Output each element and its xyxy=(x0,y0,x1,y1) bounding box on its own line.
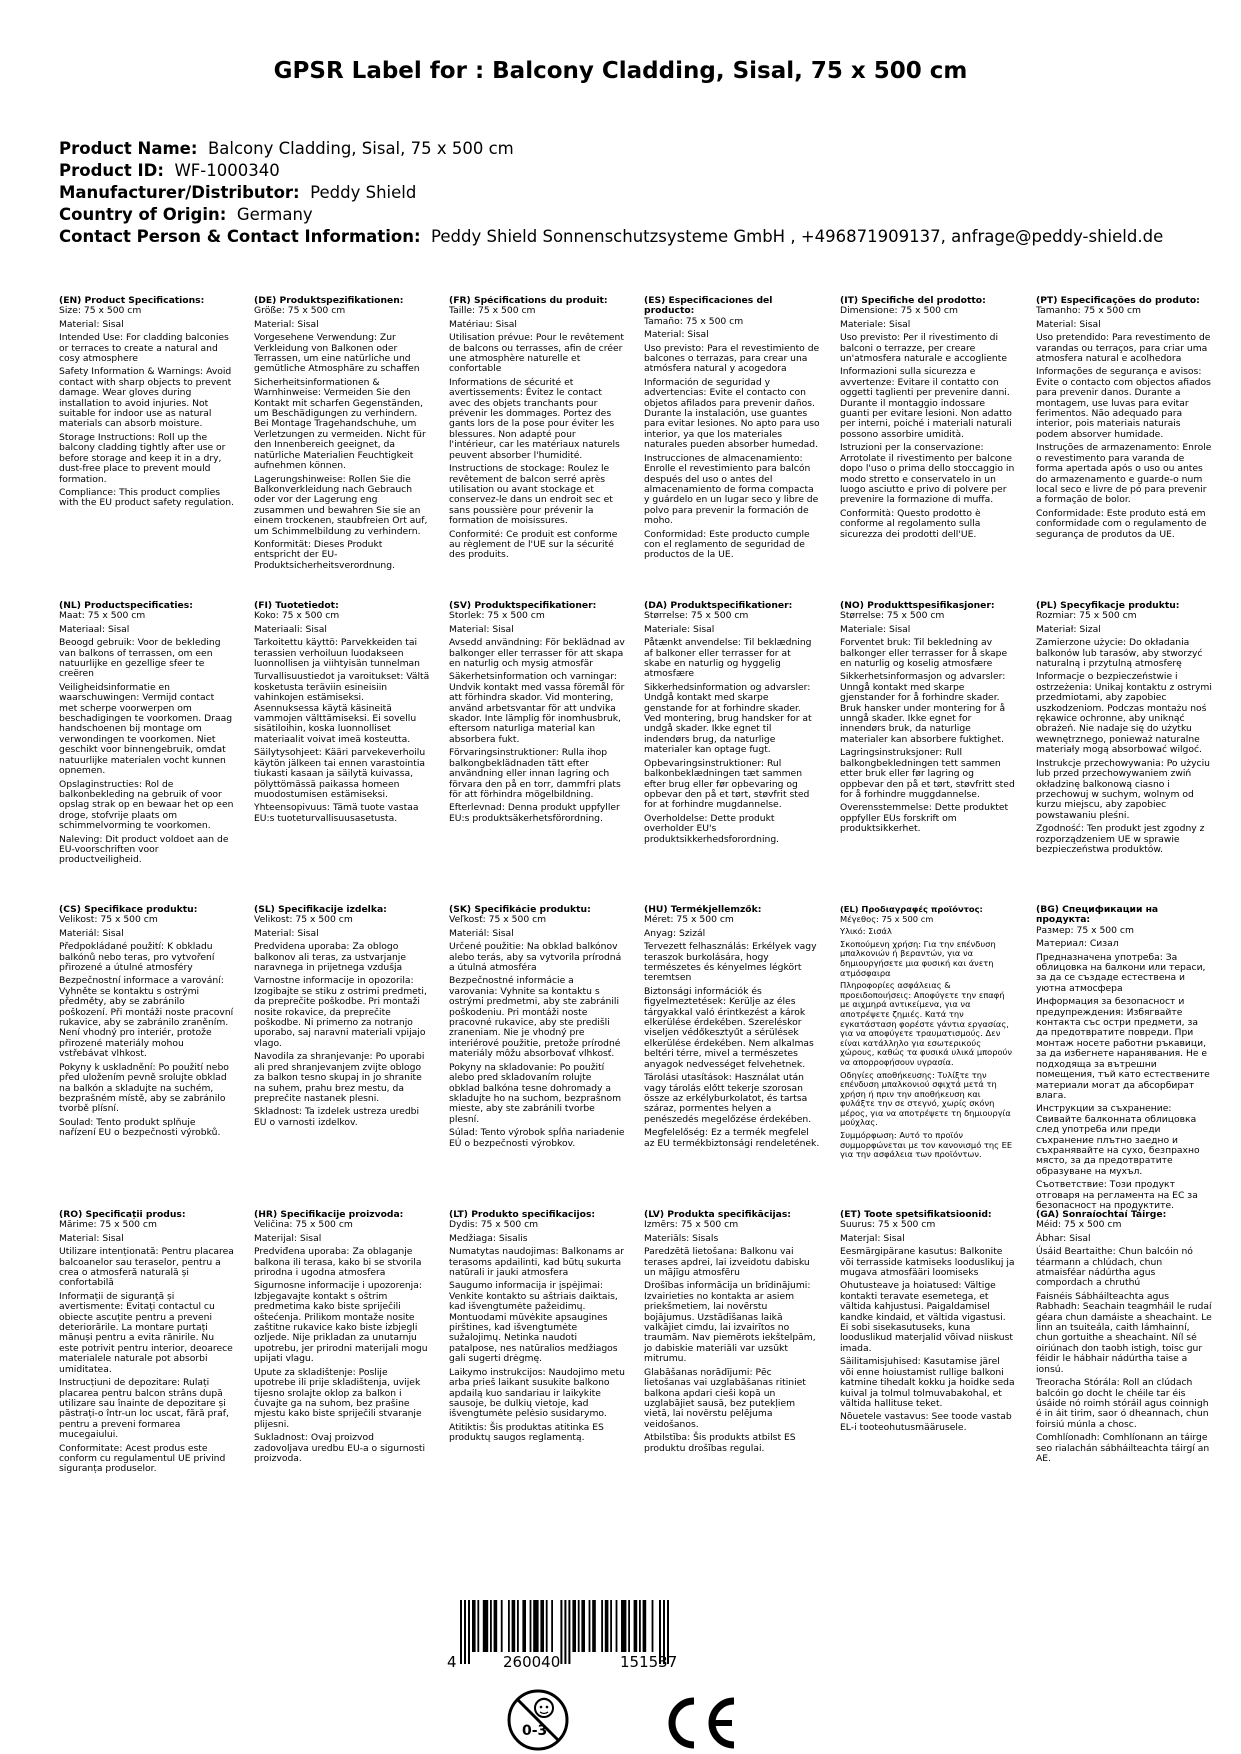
barcode-bar xyxy=(610,1600,612,1652)
spec-line: Určené použitie: Na obklad balkónov alebo terás, aby sa vytvorila prírodná a útulná atmosféra xyxy=(449,941,622,974)
barcode-bar xyxy=(494,1600,498,1652)
spec-line: Anyag: Szizál xyxy=(644,927,706,939)
spec-heading: (NO) Produkttspesifikasjoner: xyxy=(840,601,995,611)
spec-line: Úsáid Beartaithe: Chun balcóin nó téarmann a chlúdach, chun atmaisféar nádúrtha agus compordach a chruthú xyxy=(1036,1246,1193,1289)
spec-heading: (BG) Спецификации на продукта: xyxy=(1036,905,1159,926)
spec-line: Zamierzone użycie: Do okładania balkonów lub tarasów, aby stworzyć naturalną i przytulną atmosferę xyxy=(1036,637,1203,670)
barcode-bar xyxy=(551,1600,553,1652)
spec-line: Predvidena uporaba: Za oblogo balkonov ali teras, za ustvarjanje naravnega in prijetnega vzdušja xyxy=(254,941,407,974)
spec-heading: (NL) Productspecificaties: xyxy=(59,601,193,611)
country-label: Country of Origin: xyxy=(59,205,227,224)
spec-line: Размер: 75 x 500 cm xyxy=(1036,924,1134,936)
spec-heading: (FR) Spécifications du produit: xyxy=(449,296,608,306)
spec-line: Safety Information & Warnings: Avoid contact with sharp objects to prevent damage. Wear gloves during installation to avoid injuries. Not suitable for indoor use as natural materials can absorb moisture. xyxy=(59,366,232,430)
spec-heading: (SV) Produktspecifikationer: xyxy=(449,601,597,611)
ce-mark-icon xyxy=(660,1695,740,1751)
spec-line: Materiál: Sisal xyxy=(449,927,514,939)
spec-line: Paredzētā lietošana: Balkonu vai terases apdrei, lai izveidotu dabisku un mājīgu atmosfēru xyxy=(644,1246,810,1279)
spec-line: Varnostne informacije in opozorila: Izogibajte se stiku z ostrimi predmeti, da preprečite poškodbe. Pri montaži nosite rokavice, da preprečite poškodbe. Ni primerno za notranjo uporabo, saj naravni materiali vpijajo vlago. xyxy=(254,975,427,1049)
country-row xyxy=(59,204,1219,226)
barcode-bar xyxy=(589,1600,591,1652)
spec-heading: (PL) Specyfikacje produktu: xyxy=(1036,601,1180,611)
spec-line: Størrelse: 75 x 500 cm xyxy=(644,610,749,622)
spec-line: Numatytas naudojimas: Balkonams ar terasoms apdailinti, kad būtų sukurta natūrali ir jauki atmosfera xyxy=(449,1246,625,1279)
spec-line: Skladnost: Ta izdelek ustreza uredbi EU o varnosti izdelkov. xyxy=(254,1106,420,1128)
barcode-guard-bar xyxy=(464,1600,466,1664)
spec-line: Nõuetele vastavus: See toode vastab EL-i tooteohutusmäärusele. xyxy=(840,1411,1012,1433)
spec-line: Πληροφορίες ασφάλειας & προειδοποιήσεις: Αποφύγετε την επαφή με αιχμηρά αντικείμενα, για να αποτρέψετε ζημιές. Κατά την εγκατάσταση φορέστε γάντια εργασίας, για να αποφύγετε τραυματισμούς. Δεν είναι κατάλληλο για εσωτερικούς χώρους, καθώς τα φυσικά υλικά μπορούν να απορροφήσουν υγρασία. xyxy=(840,980,1012,1067)
spec-line: Lagerungshinweise: Rollen Sie die Balkonverkleidung nach Gebrauch oder vor der Lagerung eng zusammen und bewahren Sie sie an einem trockenen, staubfreien Ort auf, um Schimmelbildung zu verhindern. xyxy=(254,473,428,537)
spec-line: Overensstemmelse: Dette produktet oppfyller EUs forskrift om produktsikkerhet. xyxy=(840,802,1009,835)
spec-heading: (EL) Προδιαγραφές προϊόντος: xyxy=(840,905,983,914)
barcode-bar xyxy=(639,1600,641,1652)
product-id-value: WF-1000340 xyxy=(174,161,280,180)
spec-block xyxy=(1036,296,1212,540)
barcode-bar xyxy=(540,1600,544,1652)
spec-heading: (PT) Especificações do produto: xyxy=(1036,296,1200,306)
spec-line: Lagringsinstruksjoner: Rull balkongbekledningen tett sammen etter bruk eller før lagring og oppbevar den på et tørt, støvfritt sted for å forhindre muggdannelse. xyxy=(840,747,1015,800)
spec-heading: (IT) Specifiche del prodotto: xyxy=(840,296,986,306)
spec-line: Tamaño: 75 x 500 cm xyxy=(644,315,744,327)
spec-line: Súlad: Tento výrobok spĺňa nariadenie EÚ o bezpečnosti výrobkov. xyxy=(449,1127,625,1149)
spec-line: Avsedd användning: För beklädnad av balkonger eller terrasser för att skapa en naturlig och mysig atmosfär xyxy=(449,637,625,670)
spec-line: Materiāls: Sisals xyxy=(644,1232,719,1244)
spec-line: Laikymo instrukcijos: Naudojimo metu arba prieš laikant susukite balkono apdailą kuo sandariau ir laikykite sausoje, be dulkių vietoje, kad išvengtumėte pelėsio susidarymo. xyxy=(449,1366,625,1420)
spec-line: Tervezett felhasználás: Erkélyek vagy teraszok burkolására, hogy természetes és kényelmes légkört teremtsen xyxy=(644,941,817,984)
spec-line: Turvallisuustiedot ja varoitukset: Vältä kosketusta teräviin esineisiin vahinkojen estämiseksi. Asennuksessa käytä käsineitä vammojen välttämiseksi. Ei sovellu sisätiloihin, koska luonnolliset materiaalit voivat imeä kosteutta. xyxy=(254,671,430,745)
spec-block xyxy=(1036,905,1212,1211)
contact-value: Peddy Shield Sonnenschutzsysteme GmbH , +496871909137, anfrage@peddy-shield.de xyxy=(431,227,1164,246)
manufacturer-value: Peddy Shield xyxy=(310,183,417,202)
spec-line: Yhteensopivuus: Tämä tuote vastaa EU:s tuoteturvallisuusasetusta. xyxy=(254,802,419,824)
spec-line: Uso previsto: Per il rivestimento di balconi o terrazze, per creare un'atmosfera naturale e accogliente xyxy=(840,332,1007,365)
spec-block xyxy=(840,1210,1016,1433)
spec-line: Upute za skladištenje: Poslije upotrebe ili prije skladištenja, uvijek tijesno srolajte oklop za balkon i čuvajte ga na suhom, bez prašine mjestu kako biste spriječili stvaranje plijesni. xyxy=(254,1366,422,1430)
manufacturer-row xyxy=(59,182,1219,204)
spec-line: Material: Sisal xyxy=(1036,318,1101,330)
spec-block xyxy=(59,601,235,866)
spec-heading: (SK) Špecifikácie produktu: xyxy=(449,905,591,915)
spec-line: Sigurnosne informacije i upozorenja: Izbjegavajte kontakt s oštrim predmetima kako biste spriječili oštećenja. Prilikom montaže nosite zaštitne rukavice kako biste izbjegli ozljede. Nije prikladan za unutarnju upotrebu, jer prirodni materijali mogu upijati vlagu. xyxy=(254,1280,428,1365)
spec-line: Veiligheidsinformatie en waarschuwingen: Vermijd contact met scherpe voorwerpen om beschadigingen te voorkomen. Draag handschoenen bij montage om verwondingen te voorkomen. Niet geschikt voor binnengebruik, omdat natuurlijke materialen vocht kunnen opnemen. xyxy=(59,681,233,777)
spec-line: Glabāšanas norādījumi: Pēc lietošanas vai uzglabāšanas ritiniet balkona apdari cieši kopā un uzglabājiet sausā, bez putekļiem vietā, lai novērstu pelējuma veidošanos. xyxy=(644,1366,806,1430)
spec-block xyxy=(254,905,430,1128)
spec-line: Bezpečnostní informace a varování: Vyhněte se kontaktu s ostrými předměty, aby se zabránilo poškození. Při montáži noste pracovní rukavice, aby se zabránilo zraněním. Není vhodný pro interiér, protože přirozené materiály mohou vstřebávat vlhkost. xyxy=(59,975,234,1060)
spec-line: Säkerhetsinformation och varningar: Undvik kontakt med vassa föremål för att förhindra skador. Vid montering, använd arbetsvantar för att undvika skador. Inte lämplig för inomhusbruk, eftersom naturliga material kan absorbera fukt. xyxy=(449,671,625,745)
barcode-bar xyxy=(512,1600,516,1652)
spec-line: Materiał: Sizal xyxy=(1036,623,1101,635)
spec-line: Οδηγίες αποθήκευσης: Τυλίξτε την επένδυση μπαλκονιού σφιχτά μετά τη χρήση ή πριν την αποθήκευση και φυλάξτε την σε στεγνό, χωρίς σκόνη μέρος, για να αποτρέψετε τη δημιουργία μούχλας. xyxy=(840,1069,1011,1128)
spec-line: Izmērs: 75 x 500 cm xyxy=(644,1219,739,1231)
spec-line: Materiaali: Sisal xyxy=(254,623,327,635)
spec-heading: (LV) Produkta specifikācijas: xyxy=(644,1210,791,1220)
spec-block xyxy=(840,296,1016,540)
spec-line: Uso pretendido: Para revestimento de varandas ou terraços, para criar uma atmosfera natural e acolhedora xyxy=(1036,332,1211,365)
spec-line: Compliance: This product complies with the EU product safety regulation. xyxy=(59,486,234,509)
spec-line: Größe: 75 x 500 cm xyxy=(254,305,346,317)
spec-line: Koko: 75 x 500 cm xyxy=(254,610,340,622)
spec-heading: (RO) Specificații produs: xyxy=(59,1210,186,1220)
spec-line: Biztonsági információk és figyelmeztetések: Kerülje az éles tárgyakkal való érintkezést a károk elkerülése érdekében. Szereléskor viseljen védőkesztyűt a sérülések elkerülése érdekében. Nem alkalmas beltéri térre, mivel a természetes anyagok nedvességet felvehetnek. xyxy=(644,985,814,1070)
spec-line: Opslaginstructies: Rol de balkonbekleding na gebruik of voor opslag strak op en bewaar het op een droge, stofvrije plaats om schimmelvorming te voorkomen. xyxy=(59,778,234,832)
barcode-bar xyxy=(616,1600,618,1652)
spec-line: Konformität: Dieses Produkt entspricht der EU-Produktsicherheitsverordnung. xyxy=(254,538,396,571)
spec-line: Material: Sisal xyxy=(644,329,709,341)
product-name-row xyxy=(59,138,1219,160)
spec-heading: (ES) Especificaciones del producto: xyxy=(644,296,773,317)
barcode-bar xyxy=(477,1600,479,1652)
barcode-bar xyxy=(501,1600,503,1652)
spec-line: Medžiaga: Sisalis xyxy=(449,1232,528,1244)
spec-line: Материал: Сизал xyxy=(1036,938,1119,950)
spec-line: Pokyny na skladovanie: Po použití alebo pred skladovaním rolujte obklad balkóna tesne dohromady a skladujte ho na suchom, bezprašnom mieste, aby ste zabránili tvorbe plesní. xyxy=(449,1061,622,1125)
spec-line: Suurus: 75 x 500 cm xyxy=(840,1219,936,1231)
spec-block xyxy=(254,1210,430,1464)
contact-label: Contact Person & Contact Information: xyxy=(59,227,421,246)
spec-line: Υλικό: Σισάλ xyxy=(840,926,892,937)
barcode-bar xyxy=(533,1600,538,1652)
spec-line: Instrucciones de almacenamiento: Enrolle el revestimiento para balcón después del uso o antes del almacenamiento de forma compacta y guárdelo en un lugar seco y libre de polvo para prevenir la formación de moho. xyxy=(644,452,819,527)
manufacturer-label: Manufacturer/Distributor: xyxy=(59,183,300,202)
spec-line: Conformitate: Acest produs este conform cu regulamentul UE privind siguranța produselor. xyxy=(59,1442,226,1475)
spec-line: Intended Use: For cladding balconies or terraces to create a natural and cosy atmosphere xyxy=(59,332,229,365)
spec-heading: (HU) Termékjellemzők: xyxy=(644,905,762,915)
spec-line: Beoogd gebruik: Voor de bekleding van balkons of terrassen, om een natuurlijke en gezellige sfeer te creëren xyxy=(59,637,221,680)
barcode-bar xyxy=(530,1600,532,1652)
barcode-bar xyxy=(581,1600,585,1652)
barcode-digit-prefix: 4 xyxy=(447,1653,457,1671)
barcode-bar xyxy=(508,1600,510,1652)
spec-line: Megfelelőség: Ez a termék megfelel az EU termékbiztonsági rendeletének. xyxy=(644,1127,820,1149)
spec-line: Predviđena uporaba: Za oblaganje balkona ili terasa, kako bi se stvorila prirodna i ugodna atmosfera xyxy=(254,1246,422,1279)
spec-line: Soulad: Tento produkt splňuje nařízení EU o bezpečnosti výrobků. xyxy=(59,1116,221,1139)
spec-line: Naleving: Dit product voldoet aan de EU-voorschriften voor productveiligheid. xyxy=(59,833,229,866)
spec-line: Förvaringsinstruktioner: Rulla ihop balkongbeklädnaden tätt efter användning eller innan lagring och förvara den på en torr, dammfri plats för att förhindra mögelbildning. xyxy=(449,747,621,800)
spec-line: Bezpečnostné informácie a varovania: Vyhnite sa kontaktu s ostrými predmetmi, aby ste zabránili poškodeniu. Pri montáži noste pracovné rukavice, aby ste predišli zraneniam. Nie je vhodný pre interiérové použitie, pretože prírodné materiály môžu absorbovať vlhkosť. xyxy=(449,975,621,1060)
barcode-bar xyxy=(601,1600,603,1652)
spec-block xyxy=(644,296,820,561)
barcode-guard-bar xyxy=(564,1600,566,1664)
spec-heading: (EN) Product Specifications: xyxy=(59,296,205,306)
barcode-digit-left: 260040 xyxy=(503,1653,561,1671)
barcode-bar xyxy=(572,1600,576,1652)
spec-block xyxy=(254,296,430,571)
spec-line: Sikkerhedsinformation og advarsler: Undgå kontakt med skarpe genstande for at forhindre skader. Ved montering, brug handsker for at undgå skader. Ikke egnet til indendørs brug, da naturlige materialer kan optage fugt. xyxy=(644,681,812,756)
spec-block xyxy=(644,1210,820,1454)
spec-line: Size: 75 x 500 cm xyxy=(59,305,142,317)
barcode-bar xyxy=(643,1600,647,1652)
spec-line: Størrelse: 75 x 500 cm xyxy=(840,610,945,622)
spec-line: Materijal: Sisal xyxy=(254,1232,322,1244)
spec-line: Atbilstība: Šis produkts atbilst ES produktu drošības regulai. xyxy=(644,1432,796,1454)
spec-line: Съответствие: Този продукт отговаря на регламента на ЕС за безопасност на продуктите. xyxy=(1036,1179,1198,1211)
spec-line: Storage Instructions: Roll up the balcony cladding tightly after use or before storage and keep it in a dry, dust-free place to prevent mould formation. xyxy=(59,431,226,485)
spec-line: Uso previsto: Para el revestimiento de balcones o terrazas, para crear una atmósfera natural y acogedora xyxy=(644,342,820,375)
spec-line: Materiale: Sisal xyxy=(840,623,911,635)
spec-heading: (FI) Tuotetiedot: xyxy=(254,601,339,611)
product-id-row xyxy=(59,160,1219,182)
spec-line: Istruzioni per la conservazione: Arrotolate il rivestimento per balcone dopo l'uso o prima dello stoccaggio in modo stretto e conservatelo in un luogo asciutto e privo di polvere per prevenire la formazione di muffa. xyxy=(840,442,1015,506)
spec-line: Navodila za shranjevanje: Po uporabi ali pred shranjevanjem zvijte oblogo za balkon tesno skupaj in jo shranite na suhem, prahu brez mestu, da preprečite nastanek plesni. xyxy=(254,1051,425,1104)
spec-block xyxy=(449,1210,625,1444)
spec-line: Sikkerhetsinformasjon og advarsler: Unngå kontakt med skarpe gjenstander for å forhindre skader. Bruk hansker under montering for å unngå skader. Ikke egnet for innendørs bruk, da naturlige materialer kan absorbere fuktighet. xyxy=(840,671,1006,745)
spec-line: Dydis: 75 x 500 cm xyxy=(449,1219,539,1231)
barcode-bar xyxy=(522,1600,526,1652)
spec-line: Instruções de armazenamento: Enrole o revestimento para varanda de forma apertada após o uso ou antes do armazenamento e guarde-o num local seco e livre de pó para prevenir a formação de bolor. xyxy=(1036,442,1212,506)
spec-line: Rozmiar: 75 x 500 cm xyxy=(1036,610,1137,622)
spec-line: Informații de siguranță și avertismente: Evitați contactul cu obiecte ascuțite pentru a preveni deteriorările. La montare purtați mănuși pentru a evita rănirile. Nu este potrivit pentru interior, deoarece materialele naturale pot absorbi umiditatea. xyxy=(59,1290,233,1375)
spec-line: Instructions de stockage: Roulez le revêtement de balcon serré après utilisation ou avant stockage et conservez-le dans un endroit sec et sans poussière pour prévenir la formation de moisissures. xyxy=(449,463,613,527)
spec-line: Material: Sisal xyxy=(254,927,319,939)
spec-block xyxy=(644,601,820,845)
spec-line: Tarkoitettu käyttö: Parvekkeiden tai terassien verhoiluun luodakseen luonnollisen ja viihtyisän tunnelman xyxy=(254,637,421,670)
spec-line: Utilizare intenționată: Pentru placarea balcoanelor sau teraselor, pentru a crea o atmosferă naturală și confortabilă xyxy=(59,1246,234,1289)
spec-block xyxy=(840,905,1016,1160)
spec-line: Vorgesehene Verwendung: Zur Verkleidung von Balkonen oder Terrassen, um eine natürliche und gemütliche Atmosphäre zu schaffen xyxy=(254,332,420,375)
spec-block xyxy=(449,296,625,561)
spec-line: Material: Sisal xyxy=(59,1232,124,1244)
spec-heading: (GA) Sonraíochtaí Táirge: xyxy=(1036,1210,1167,1220)
spec-line: Dimensione: 75 x 500 cm xyxy=(840,305,958,317)
spec-block xyxy=(59,905,235,1139)
spec-line: Předpokládané použití: K obkladu balkónů nebo teras, pro vytvoření přirozené a útulné atmosféry xyxy=(59,941,215,974)
spec-line: Méret: 75 x 500 cm xyxy=(644,914,734,926)
product-name-label: Product Name: xyxy=(59,139,198,158)
barcode-guard-bar xyxy=(568,1600,570,1664)
spec-line: Informações de segurança e avisos: Evite o contacto com objectos afiados para prevenir danos. Durante a montagem, use luvas para evitar ferimentos. Não adequado para interior, pois materiais naturais podem absorver humidade. xyxy=(1036,366,1211,440)
svg-text:0-3: 0-3 xyxy=(522,1723,548,1739)
spec-heading: (SL) Specifikacije izdelka: xyxy=(254,905,387,915)
spec-line: Предназначена употреба: За облицовка на балкони или тераси, за да се създаде естествена и уютна атмосфера xyxy=(1036,951,1206,994)
spec-line: Faisnéis Sábháilteachta agus Rabhadh: Seachain teagmháil le rudaí géara chun damáiste a sheachaint. Le linn an tsuiteála, caith lámhainní, chun gortuithe a sheachaint. Níl sé oiriúnach don taobh istigh, toisc gur féidir le hábhair nádúrtha taise a ionsú. xyxy=(1036,1290,1212,1375)
product-name-value: Balcony Cladding, Sisal, 75 x 500 cm xyxy=(207,139,514,158)
spec-line: Veľkosť: 75 x 500 cm xyxy=(449,914,547,926)
barcode-bar xyxy=(490,1600,492,1652)
country-value: Germany xyxy=(236,205,313,224)
spec-block xyxy=(449,905,625,1149)
spec-heading: (DA) Produktspecifikationer: xyxy=(644,601,793,611)
spec-block xyxy=(59,296,235,509)
spec-line: Pokyny k uskladnění: Po použití nebo před uložením pevně srolujte obklad na balkón a skladujte na suchém, bezprašném místě, aby se zabránilo tvorbě plísní. xyxy=(59,1061,229,1115)
barcode-bar xyxy=(483,1600,488,1652)
spec-line: Tárolási utasítások: Használat után vagy tárolás előtt tekerje szorosan össze az erkélyburkolatot, és tartsa száraz, pormentes helyen a penészedés megelőzése érdekében. xyxy=(644,1072,812,1125)
spec-line: Veličina: 75 x 500 cm xyxy=(254,1219,353,1231)
spec-line: Overholdelse: Dette produkt overholder EU's produktsikkerhedsforordning. xyxy=(644,812,780,845)
spec-line: Информация за безопасност и предупреждения: Избягвайте контакта със остри предмети, за да предотвратите повреди. При монтаж носете работни ръкавици, за да избегнете наранявания. Не е подходяща за вътрешни помещения, тъй като естествените материали могат да абсорбират влага. xyxy=(1036,996,1210,1101)
spec-line: Conformité: Ce produit est conforme au règlement de l'UE sur la sécurité des produits. xyxy=(449,528,618,561)
spec-heading: (LT) Produkto specifikacijos: xyxy=(449,1210,596,1220)
spec-line: Treoracha Stórála: Roll an clúdach balcóin go docht le chéile tar éis úsáide nó roimh stóráil agus coinnigh é in áit tirim, saor ó dheannach, chun foirsiú múnla a chosc. xyxy=(1036,1377,1209,1430)
age-0-3-warning-icon xyxy=(502,1688,574,1752)
barcode xyxy=(440,1598,740,1698)
spec-line: Informazioni sulla sicurezza e avvertenze: Evitare il contatto con oggetti taglienti per prevenire danni. Durante il montaggio indossare guanti per evitare lesioni. Non adatto per interni, poiché i materiali naturali possono assorbire umidità. xyxy=(840,366,1012,440)
spec-line: Saugumo informacija ir įspėjimai: Venkite kontakto su aštriais daiktais, kad išvengtumėte pažeidimų. Montuodami mūvėkite apsaugines pirštines, kad išvengtumėte sužalojimų. Netinka naudoti patalpose, nes natūralios medžiagos gali sugerti drėgmę. xyxy=(449,1280,618,1365)
spec-line: Ohutusteave ja hoiatused: Vältige kontakti teravate esemetega, et vältida kahjustusi. Paigaldamisel kandke kindaid, et vältida vigastusi. Ei sobi sisekasutuseks, kuna looduslikud materjalid võivad niiskust imada. xyxy=(840,1280,1014,1354)
spec-line: Materiál: Sisal xyxy=(59,927,124,939)
barcode-guard-bar xyxy=(460,1600,462,1664)
spec-line: Συμμόρφωση: Αυτό το προϊόν συμμορφώνεται με τον κανονισμό της ΕΕ για την ασφάλεια των προϊόντων. xyxy=(840,1130,1013,1160)
spec-line: Säilitamisjuhised: Kasutamise järel või enne hoiustamist rullige balkoni katmine tihedalt kokku ja hoidke seda kuival ja tolmul tolmuvabakohal, et vältida hallituse teket. xyxy=(840,1356,1015,1409)
spec-line: Utilisation prévue: Pour le revêtement de balcons ou terrasses, afin de créer une atmosphère naturelle et confortable xyxy=(449,332,624,375)
spec-line: Drošības informācija un brīdinājumi: Izvairieties no kontakta ar asiem priekšmetiem, lai novērstu bojājumus. Uzstādīšanas laikā valkājiet cimdu, lai izvairītos no traumām. Nav piemērots iekštelpām, jo dabiskie materiāli var uzsūkt mitrumu. xyxy=(644,1280,816,1365)
barcode-bar xyxy=(605,1600,609,1652)
barcode-bar xyxy=(592,1600,596,1652)
barcode-bar xyxy=(634,1600,638,1652)
spec-line: Velikost: 75 x 500 cm xyxy=(254,914,353,926)
spec-line: Taille: 75 x 500 cm xyxy=(449,305,536,317)
spec-line: Conformidad: Este producto cumple con el reglamento de seguridad de productos de la UE. xyxy=(644,528,810,561)
spec-line: Sukladnost: Ovaj proizvod zadovoljava uredbu EU-a o sigurnosti proizvoda. xyxy=(254,1432,426,1464)
spec-line: Eesmärgipärane kasutus: Balkonite või terrasside katmiseks looduslikuj ja mugava atmosfääri loomiseks xyxy=(840,1246,1015,1279)
spec-line: Forventet bruk: Til bekledning av balkonger eller terrasser for å skape en naturlig og koselig atmosfære xyxy=(840,637,1008,670)
spec-block xyxy=(644,905,820,1149)
barcode-guard-bar xyxy=(560,1600,562,1664)
spec-line: Ábhar: Sisal xyxy=(1036,1232,1091,1244)
barcode-guard-bar xyxy=(468,1600,470,1664)
spec-line: Инструкции за съхранение: Свивайте балконната облицовка след употреба или преди съхранение плътно заедно и съхранявайте на сухо, безпрахно място, за да предотвратите образуване на мухъл. xyxy=(1036,1103,1200,1177)
barcode-bar xyxy=(546,1600,548,1652)
spec-line: Sicherheitsinformationen & Warnhinweise: Vermeiden Sie den Kontakt mit scharfen Gegenständen, um Beschädigungen zu verhindern. Bei Montage Tragehandschuhe, um Verletzungen zu vermeiden. Nicht für den Innenbereich geeignet, da natürliche Materialien Feuchtigkeit aufnehmen können. xyxy=(254,376,426,472)
spec-block xyxy=(254,601,430,824)
spec-line: Información de seguridad y advertencias: Evite el contacto con objetos afilados para prevenir daños. Durante la instalación, use guantes para evitar lesiones. No apto para uso interior, ya que los materiales naturales pueden absorber humedad. xyxy=(644,376,820,451)
spec-line: Materiale: Sisal xyxy=(840,318,911,330)
spec-line: Material: Sisal xyxy=(449,623,514,635)
spec-line: Material: Sisal xyxy=(254,318,319,330)
spec-line: Påtænkt anvendelse: Til beklædning af balkoner eller terrasser for at skabe en naturlig og hyggelig atmosfære xyxy=(644,637,812,680)
barcode-bar xyxy=(652,1600,654,1652)
barcode-bar xyxy=(472,1600,476,1652)
barcode-bar xyxy=(621,1600,626,1652)
spec-line: Atitiktis: Šis produktas atitinka ES produktų saugos reglamentą. xyxy=(449,1421,604,1444)
page-title: GPSR Label for : Balcony Cladding, Sisal, 75 x 500 cm xyxy=(273,58,968,84)
product-id-label: Product ID: xyxy=(59,161,164,180)
spec-line: Materiale: Sisal xyxy=(644,623,715,635)
spec-block xyxy=(1036,1210,1212,1464)
spec-block xyxy=(840,601,1016,835)
spec-line: Instrukcje przechowywania: Po użyciu lub przed przechowywaniem zwiń okładzinę balkonową ciasno i przechowuj w suchym, wolnym od kurzu miejscu, aby zapobiec powstawaniu pleśni. xyxy=(1036,757,1210,821)
spec-line: Tamanho: 75 x 500 cm xyxy=(1036,305,1142,317)
barcode-digit-right: 151537 xyxy=(620,1653,678,1671)
spec-heading: (ET) Toote spetsifikatsioonid: xyxy=(840,1210,992,1220)
spec-line: Materjal: Sisal xyxy=(840,1232,905,1244)
spec-line: Conformità: Questo prodotto è conforme al regolamento sulla sicurezza dei prodotti dell'UE. xyxy=(840,507,981,540)
spec-line: Efterlevnad: Denna produkt uppfyller EU:s produktsäkerhetsförordning. xyxy=(449,802,620,824)
spec-line: Zgodność: Ten produkt jest zgodny z rozporządzeniem UE w sprawie bezpieczeństwa produktów. xyxy=(1036,823,1205,855)
spec-heading: (DE) Produktspezifikationen: xyxy=(254,296,404,306)
spec-line: Σκοπούμενη χρήση: Για την επένδυση μπαλκονιών ή βεραντών, για να δημιουργήσετε μια φυσική και άνετη ατμόσφαιρα xyxy=(840,938,996,978)
spec-line: Opbevaringsinstruktioner: Rul balkonbeklædningen tæt sammen efter brug eller før opbevaring og opbevar den på et tørt, støvfrit sted for at forhindre mugdannelse. xyxy=(644,757,810,811)
barcode-bar xyxy=(578,1600,580,1652)
contact-row xyxy=(59,226,1219,248)
spec-heading: (CS) Specifikace produktu: xyxy=(59,905,198,915)
spec-line: Materiaal: Sisal xyxy=(59,623,130,635)
spec-line: Material: Sisal xyxy=(59,318,124,330)
spec-line: Säilytysohjeet: Kääri parvekeverhoilu käytön jälkeen tai ennen varastointia tiukasti kasaan ja säilytä kuivassa, pölyttömässä paikassa homeen muodostumisen estämiseksi. xyxy=(254,747,426,800)
spec-block xyxy=(59,1210,235,1475)
spec-heading: (HR) Specifikacije proizvoda: xyxy=(254,1210,404,1220)
spec-line: Μέγεθος: 75 x 500 cm xyxy=(840,913,934,924)
spec-line: Conformidade: Este produto está em conformidade com o regulamento de segurança de produtos da UE. xyxy=(1036,507,1207,540)
spec-line: Instrucțiuni de depozitare: Rulați placarea pentru balcon strâns după utilizare sau înainte de depozitare și păstrați-o într-un loc uscat, fără praf, pentru a preveni formarea mucegaiului. xyxy=(59,1377,229,1441)
spec-line: Mărime: 75 x 500 cm xyxy=(59,1219,157,1231)
spec-line: Velikost: 75 x 500 cm xyxy=(59,914,158,926)
spec-line: Informacje o bezpieczeństwie i ostrzeżenia: Unikaj kontaktu z ostrymi przedmiotami, aby zapobiec uszkodzeniom. Podczas montażu noś rękawice ochronne, aby uniknąć obrażeń. Nie nadaje się do użytku wewnętrznego, ponieważ naturalne materiały mogą absorbować wilgoć. xyxy=(1036,671,1212,756)
spec-line: Maat: 75 x 500 cm xyxy=(59,610,146,622)
barcode-bar xyxy=(628,1600,630,1652)
spec-line: Storlek: 75 x 500 cm xyxy=(449,610,545,622)
spec-line: Méid: 75 x 500 cm xyxy=(1036,1219,1122,1231)
spec-line: Comhlíonadh: Comhlíonann an táirge seo rialachán sábháilteachta táirgí an AE. xyxy=(1036,1432,1210,1464)
spec-line: Matériau: Sisal xyxy=(449,318,517,330)
spec-block xyxy=(449,601,625,824)
product-info xyxy=(59,138,1219,248)
barcode-bar xyxy=(517,1600,519,1652)
spec-block xyxy=(1036,601,1212,855)
spec-line: Informations de sécurité et avertissements: Évitez le contact avec des objets tranchants pour prévenir les dommages. Portez des gants lors de la pose pour éviter les blessures. Non adapté pour l'intérieur, car les matériaux naturels peuvent absorber l'humidité. xyxy=(449,376,620,461)
